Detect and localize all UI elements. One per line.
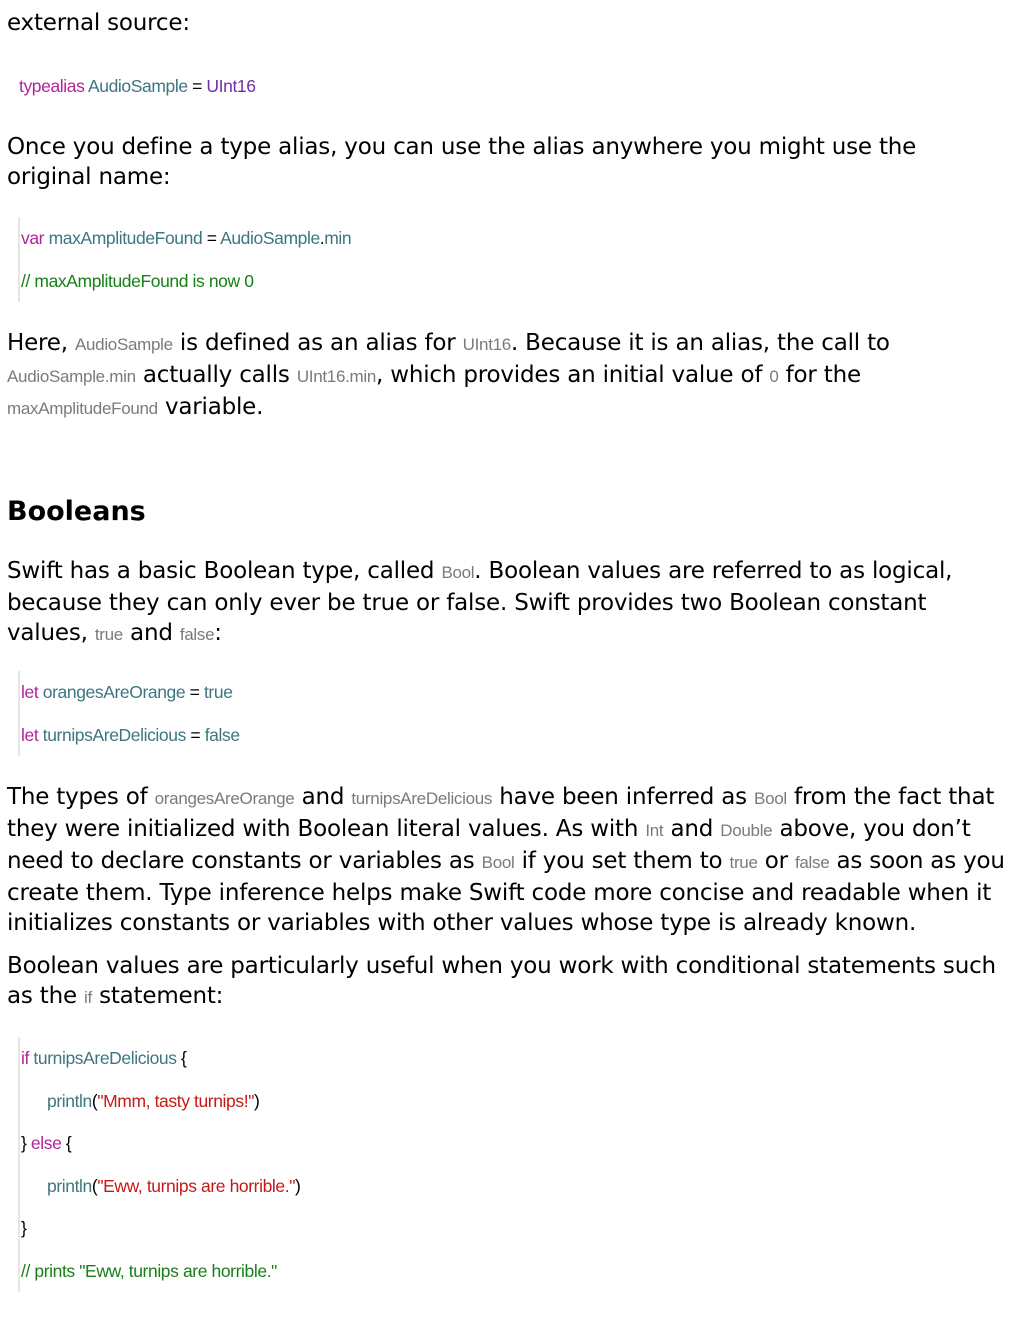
text-run: have been inferred as	[492, 784, 755, 810]
code-line	[21, 1207, 300, 1250]
text-run: Swift has a basic Boolean type, called	[7, 558, 442, 584]
inline-code: if	[84, 988, 92, 1007]
code-block-if-statement	[7, 1037, 300, 1292]
code-keyword: var	[21, 228, 45, 248]
text-run: if you set them to	[514, 848, 730, 874]
text-run: variable.	[157, 394, 264, 420]
text-run: is defined as an alias for	[172, 330, 463, 356]
code-dot: .	[319, 228, 325, 248]
code-identifier: min	[324, 228, 352, 248]
code-identifier: orangesAreOrange	[42, 682, 186, 702]
section-heading-booleans: Booleans	[7, 496, 146, 527]
code-block-max-amplitude	[7, 217, 351, 302]
paragraph-alias-explanation	[7, 328, 1012, 424]
code-identifier: AudioSample	[220, 228, 320, 248]
code-operator: =	[185, 724, 205, 745]
code-comment-line	[21, 1250, 300, 1293]
text-run: or	[757, 848, 795, 874]
code-line	[21, 714, 240, 757]
inline-code: true	[729, 853, 758, 872]
text-run: statement:	[91, 983, 224, 1009]
paragraph-type-inference	[7, 782, 1017, 938]
inline-code: false	[794, 853, 830, 872]
text-run: above, you don’t need to declare constants or variables as	[7, 816, 971, 874]
code-paren: )	[254, 1090, 260, 1111]
inline-code: turnipsAreDelicious	[351, 789, 493, 808]
code-comment: // maxAmplitudeFound is now 0	[21, 270, 254, 291]
text-run: Boolean values are particularly useful when you work with conditional statements such as the	[7, 953, 996, 1009]
inline-code: Bool	[481, 853, 515, 872]
code-brace: {	[176, 1048, 187, 1068]
code-type: UInt16	[206, 76, 256, 96]
inline-code: Bool	[441, 563, 475, 582]
code-keyword: let	[21, 682, 39, 702]
code-line	[19, 65, 256, 108]
inline-code: false	[179, 625, 215, 644]
code-string: "Mmm, tasty turnips!"	[97, 1090, 255, 1111]
code-operator: =	[187, 76, 207, 96]
code-line	[21, 217, 351, 260]
inline-code: AudioSample	[74, 335, 173, 354]
code-brace: }	[21, 1133, 31, 1153]
text-run: and	[294, 784, 352, 810]
code-keyword: if	[21, 1048, 29, 1068]
inline-code: UInt16	[462, 335, 511, 354]
text-run: , which provides an initial value of	[376, 362, 770, 388]
text-run: The types of	[7, 784, 155, 810]
text-run: . Because it is an alias, the call to	[510, 330, 890, 356]
code-keyword: else	[30, 1133, 62, 1153]
text-run: Here,	[7, 330, 75, 356]
code-function: println	[47, 1175, 92, 1196]
code-line	[21, 671, 240, 714]
code-block-boolean-constants	[7, 671, 240, 756]
code-paren: )	[295, 1175, 301, 1196]
text-run: actually calls	[135, 362, 297, 388]
text-run: and	[663, 816, 721, 842]
code-identifier: turnipsAreDelicious	[33, 1048, 177, 1068]
code-comment: // prints "Eww, turnips are horrible."	[21, 1260, 277, 1281]
code-brace: {	[61, 1133, 72, 1153]
paragraph-type-alias-usage: Once you define a type alias, you can use the alias anywhere you might use the original name:	[7, 134, 917, 190]
text-run: and	[122, 620, 180, 646]
inline-code: AudioSample.min	[7, 367, 136, 386]
code-block-typealias	[7, 65, 256, 108]
inline-code: Bool	[754, 789, 787, 808]
inline-code: UInt16.min	[296, 367, 377, 386]
text-run: . Boolean values are referred to as logical, because they can only ever be true or false. Swift provides two Boolean constant values,	[7, 558, 953, 646]
code-literal: false	[204, 724, 240, 745]
code-brace: }	[21, 1218, 27, 1238]
text-run: for the	[778, 362, 861, 388]
code-function: println	[47, 1090, 92, 1111]
code-paren: (	[91, 1090, 98, 1111]
paragraph-conditional	[7, 951, 1017, 1013]
paragraph-boolean-intro	[7, 556, 1012, 650]
text-run: from the fact that they were initialized with Boolean literal values. As with	[7, 784, 995, 842]
code-operator: =	[202, 228, 221, 248]
code-operator: =	[185, 682, 204, 702]
code-line	[21, 1037, 300, 1080]
inline-code: 0	[769, 367, 779, 386]
inline-code: maxAmplitudeFound	[7, 399, 158, 418]
inline-code: Double	[720, 821, 773, 840]
code-identifier: maxAmplitudeFound	[48, 228, 203, 248]
code-keyword: let	[21, 724, 39, 745]
code-identifier: AudioSample	[87, 76, 188, 96]
code-line	[21, 1122, 300, 1165]
text-run: as soon as you create them. Type inference helps make Swift code more concise and readable when it initializes constants or variables with other values whose type is already known.	[7, 848, 1005, 936]
text-run: :	[214, 620, 222, 646]
code-paren: (	[91, 1175, 98, 1196]
code-comment-line	[21, 260, 351, 303]
code-line	[21, 1080, 300, 1123]
code-line	[21, 1165, 300, 1208]
intro-text: external source:	[7, 10, 190, 36]
code-literal: true	[203, 682, 233, 702]
code-string: "Eww, turnips are horrible."	[97, 1175, 296, 1196]
inline-code: true	[94, 625, 123, 644]
inline-code: Int	[645, 821, 664, 840]
inline-code: orangesAreOrange	[154, 789, 295, 808]
code-identifier: turnipsAreDelicious	[42, 724, 186, 745]
code-keyword: typealias	[19, 76, 85, 96]
